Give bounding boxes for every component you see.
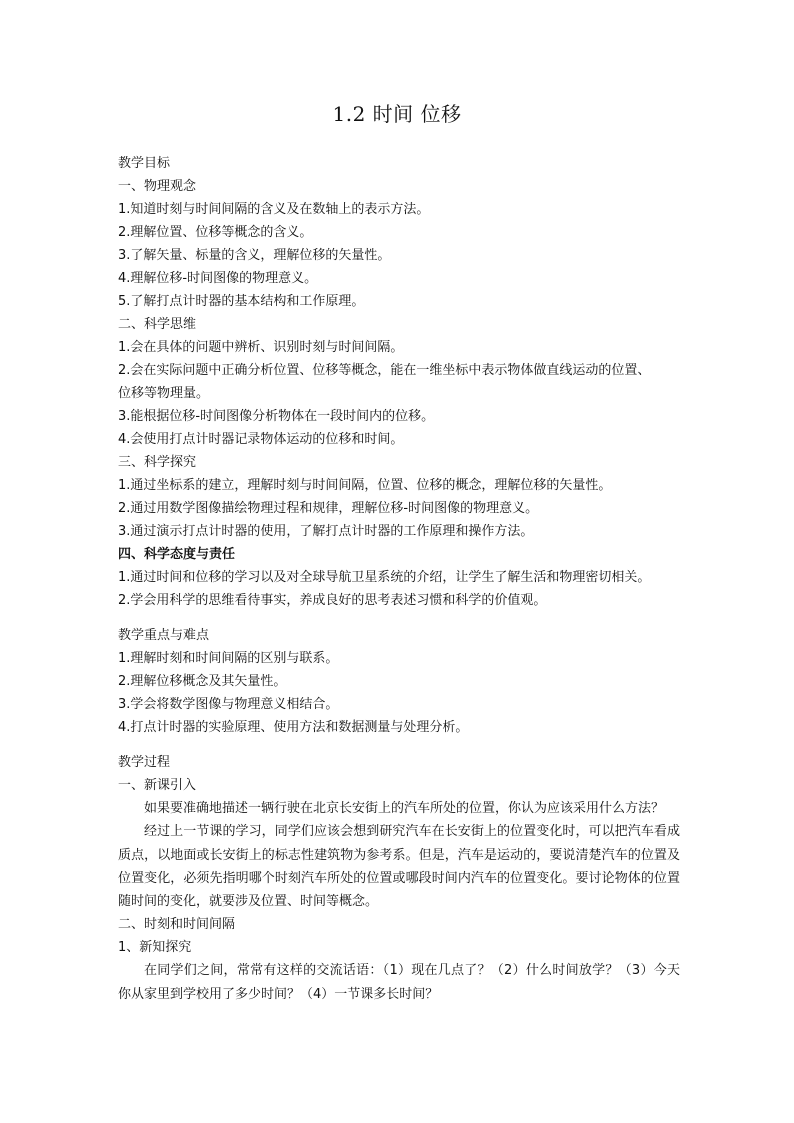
- keypoints-heading: 教学重点与难点: [118, 628, 210, 643]
- paragraph: 在同学们之间，常常有这样的交流话语：（1）现在几点了？（2）什么时间放学？（3）今天你从家里到学校用了多少时间？（4）一节课多长时间？: [118, 963, 680, 1002]
- list-item: 3.了解矢量、标量的含义，理解位移的矢量性。: [118, 248, 391, 263]
- section-heading: 二、科学思维: [118, 317, 197, 332]
- list-item: 5.了解打点计时器的基本结构和工作原理。: [118, 294, 365, 309]
- list-item: 1.知道时刻与时间间隔的含义及在数轴上的表示方法。: [118, 202, 430, 217]
- section-heading: 一、新课引入: [118, 778, 197, 793]
- section-heading: 四、科学态度与责任: [118, 547, 236, 562]
- paragraph: 经过上一节课的学习，同学们应该会想到研究汽车在长安街上的位置变化时，可以把汽车看成质点，以地面或长安街上的标志性建筑物为参考系。但是，汽车是运动的，要说清楚汽车的位置及位置变化，必须先指明哪个时刻汽车所处的位置或哪段时间内汽车的位置变化。要讨论物体的位置随时间的变化，就要涉及位置、时间等概念。: [118, 824, 680, 910]
- page-title: 1.2 时间 位移: [332, 102, 462, 126]
- list-item: 1.会在具体的问题中辨析、识别时刻与时间间隔。: [118, 340, 404, 355]
- section-heading: 二、时刻和时间间隔: [118, 917, 236, 933]
- list-item: 1.理解时刻和时间间隔的区别与联系。: [118, 651, 339, 666]
- list-item: 4.打点计时器的实验原理、使用方法和数据测量与处理分析。: [118, 720, 469, 735]
- process-heading: 教学过程: [118, 755, 171, 770]
- section-heading: 三、科学探究: [118, 455, 197, 470]
- document-body: [118, 152, 680, 1006]
- list-item: 4.会使用打点计时器记录物体运动的位移和时间。: [118, 432, 404, 447]
- list-item: 2.会在实际问题中正确分析位置、位移等概念，能在一维坐标中表示物体做直线运动的位置、: [118, 363, 651, 378]
- list-item: 4.理解位移-时间图像的物理意义。: [118, 271, 318, 286]
- list-item: 1.通过坐标系的建立，理解时刻与时间间隔，位置、位移的概念，理解位移的矢量性。: [118, 478, 612, 493]
- list-item: 2.理解位置、位移等概念的含义。: [118, 225, 313, 240]
- list-item: 2.理解位移概念及其矢量性。: [118, 674, 287, 689]
- spacer: [118, 739, 680, 751]
- list-item: 1.通过时间和位移的学习以及对全球导航卫星系统的介绍，让学生了解生活和物理密切相关。: [118, 570, 651, 585]
- section-heading: 一、物理观念: [118, 179, 197, 194]
- list-item: 2.通过用数学图像描绘物理过程和规律，理解位移-时间图像的物理意义。: [118, 501, 539, 516]
- list-item: 3.通过演示打点计时器的使用，了解打点计时器的工作原理和操作方法。: [118, 524, 534, 539]
- list-item: 3.学会将数学图像与物理意义相结合。: [118, 697, 339, 712]
- paragraph: 如果要准确地描述一辆行驶在北京长安街上的汽车所处的位置，你认为应该采用什么方法？: [144, 801, 665, 816]
- list-item: 2.学会用科学的思维看待事实，养成良好的思考表述习惯和科学的价值观。: [118, 593, 547, 608]
- list-item: 3.能根据位移-时间图像分析物体在一段时间内的位移。: [118, 409, 435, 424]
- spacer: [118, 612, 680, 624]
- list-item: 位移等物理量。: [118, 386, 210, 401]
- subsection-heading: 1、新知探究: [118, 940, 192, 956]
- objectives-heading: 教学目标: [118, 156, 171, 171]
